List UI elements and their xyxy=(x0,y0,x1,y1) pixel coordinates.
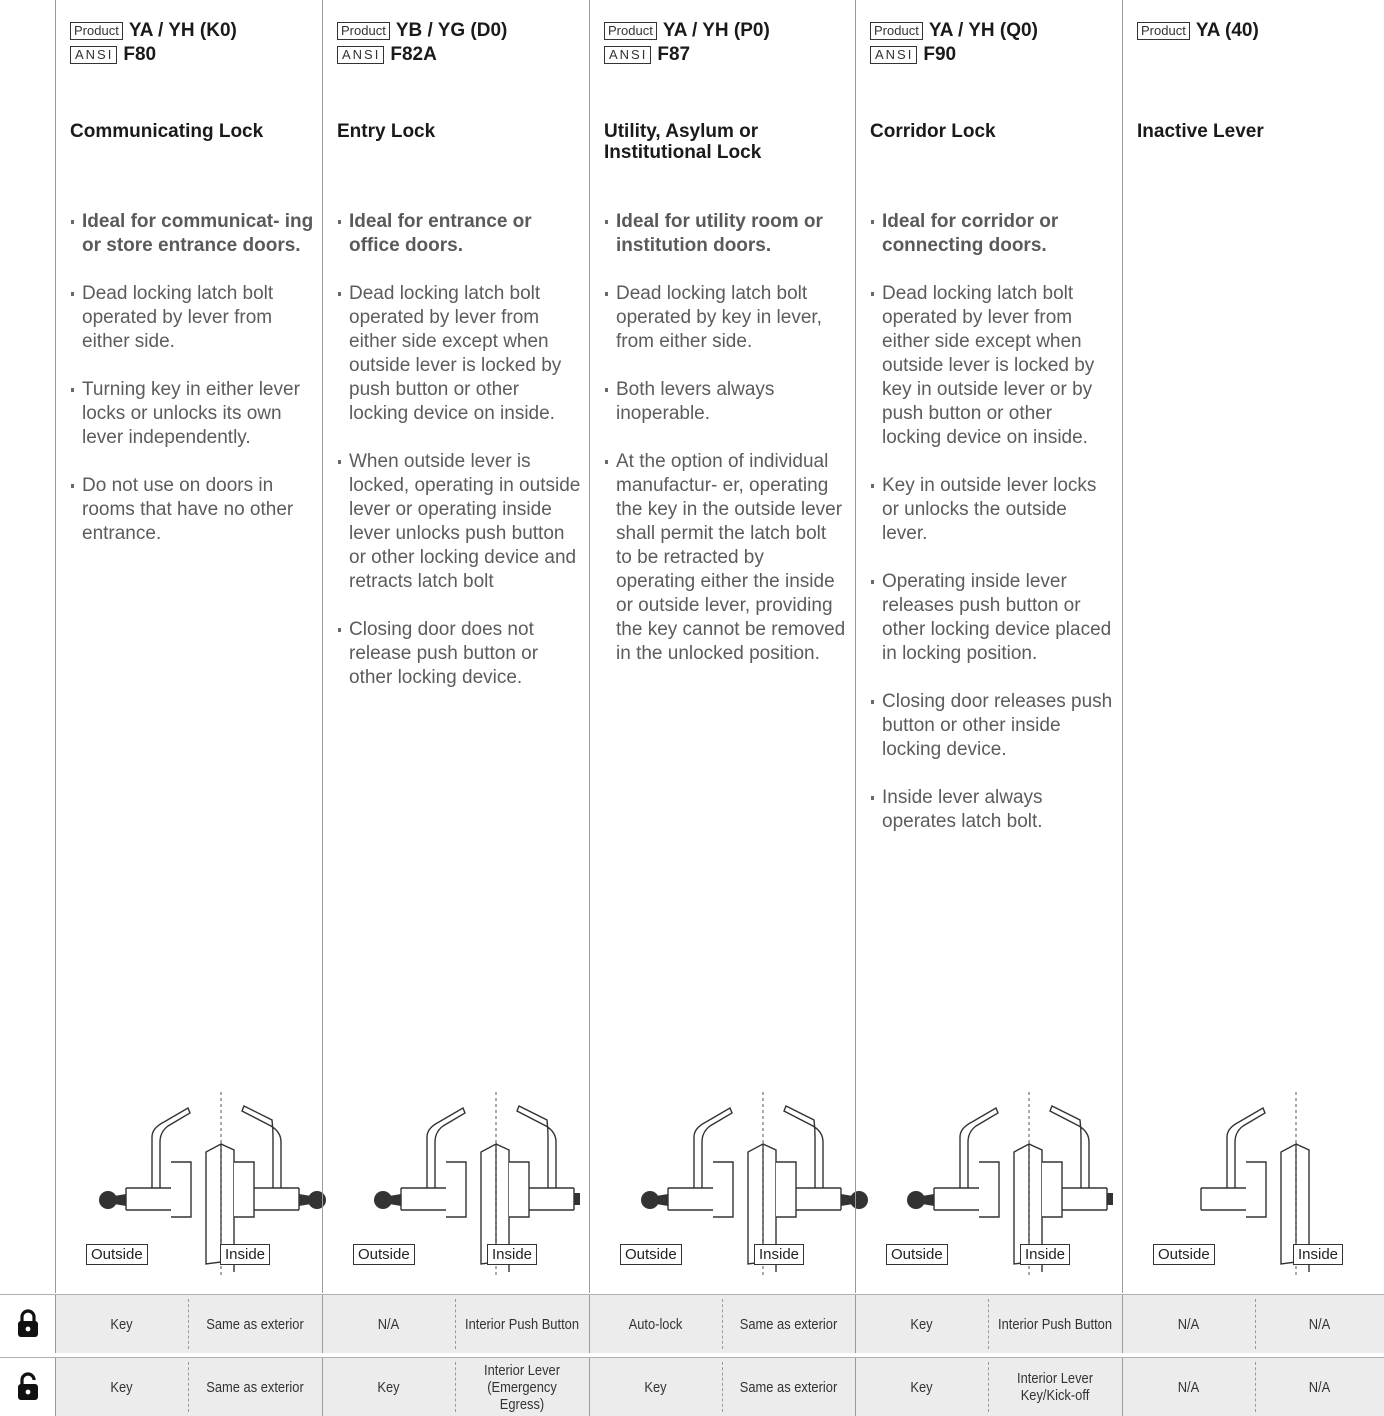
column-divider xyxy=(589,1358,590,1416)
product-tag: Product xyxy=(870,22,923,40)
ansi-code: F87 xyxy=(657,44,691,65)
feature-item: Dead locking latch bolt operated by lever from either side. xyxy=(70,282,314,354)
feature-highlight: Ideal for entrance or office doors. xyxy=(337,210,581,258)
product-line xyxy=(870,19,1114,43)
status-cell-interior: Same as exterior xyxy=(739,1378,838,1396)
ansi-code: F90 xyxy=(923,44,957,65)
lock-column xyxy=(855,0,1122,1293)
feature-list xyxy=(337,210,581,714)
column-divider xyxy=(589,1295,590,1353)
feature-item: Both levers always inoperable. xyxy=(604,378,847,426)
status-cell-exterior: Key xyxy=(910,1315,933,1333)
ansi-tag: ANSI xyxy=(337,46,384,64)
outside-label: Outside xyxy=(1153,1244,1215,1265)
product-code: YA (40) xyxy=(1195,20,1259,41)
feature-item: When outside lever is locked, operating in outside lever or operating inside lever unlocks push button or other locking device and retracts latch bolt xyxy=(337,450,581,594)
column-divider xyxy=(322,1358,323,1416)
product-tag: Product xyxy=(70,22,123,40)
feature-item: Inside lever always operates latch bolt. xyxy=(870,786,1114,834)
status-cell-interior: N/A xyxy=(1308,1378,1331,1396)
inside-label: Inside xyxy=(1020,1244,1070,1265)
product-line xyxy=(70,19,314,43)
inside-label: Inside xyxy=(487,1244,537,1265)
locked-status-row xyxy=(0,1294,1384,1353)
cell-divider xyxy=(722,1362,723,1412)
ansi-code: F82A xyxy=(390,44,437,65)
lock-column xyxy=(1122,0,1384,1293)
column-content xyxy=(604,0,847,664)
cell-divider xyxy=(722,1299,723,1349)
feature-list xyxy=(870,210,1114,858)
product-tag: Product xyxy=(337,22,390,40)
lock-function-title: Corridor Lock xyxy=(870,121,996,142)
status-cell-exterior: N/A xyxy=(1177,1315,1200,1333)
ansi-line xyxy=(604,43,847,67)
feature-highlight: Ideal for corridor or connecting doors. xyxy=(870,210,1114,258)
column-content xyxy=(1137,0,1376,142)
feature-item: Closing door does not release push button or other locking device. xyxy=(337,618,581,690)
status-cell-interior: Interior Push Button xyxy=(997,1315,1113,1333)
lock-column xyxy=(322,0,589,1293)
ansi-tag: ANSI xyxy=(604,46,651,64)
column-divider xyxy=(855,1358,856,1416)
status-cell-exterior: Key xyxy=(644,1378,667,1396)
lock-column xyxy=(589,0,855,1293)
status-cell-exterior: Key xyxy=(110,1315,133,1333)
feature-highlight: Ideal for communicat- ing or store entrance doors. xyxy=(70,210,314,258)
padlock-open-icon xyxy=(17,1372,39,1402)
ansi-code: F80 xyxy=(123,44,157,65)
feature-item: Operating inside lever releases push button or other locking device placed in locking position. xyxy=(870,570,1114,666)
column-divider xyxy=(1122,1295,1123,1353)
lock-column xyxy=(55,0,322,1293)
ansi-tag: ANSI xyxy=(70,46,117,64)
status-cell-exterior: Key xyxy=(377,1378,400,1396)
status-cell-interior: Same as exterior xyxy=(206,1378,304,1396)
product-code: YA / YH (P0) xyxy=(662,20,770,41)
cell-divider xyxy=(188,1362,189,1412)
ansi-line xyxy=(337,43,581,67)
status-cell-exterior: Key xyxy=(110,1378,133,1396)
status-cell-interior: Interior Push Button xyxy=(464,1315,580,1333)
column-content xyxy=(337,0,581,688)
product-code: YA / YH (Q0) xyxy=(928,20,1038,41)
status-cell-exterior: N/A xyxy=(377,1315,400,1333)
column-divider xyxy=(855,1295,856,1353)
status-cell-interior: N/A xyxy=(1308,1315,1331,1333)
feature-item: Dead locking latch bolt operated by key in lever, from either side. xyxy=(604,282,847,354)
product-code: YB / YG (D0) xyxy=(395,20,508,41)
feature-list xyxy=(70,210,314,570)
inside-label: Inside xyxy=(1293,1244,1343,1265)
feature-item: At the option of individual manufactur- er, operating the key in the outside lever shall permit the latch bolt to be retracted by operating either the inside or outside lever, providing the key cannot be removed in the unlocked position. xyxy=(604,450,847,666)
unlocked-status-row xyxy=(0,1357,1384,1416)
cell-divider xyxy=(1255,1362,1256,1412)
feature-item: Turning key in either lever locks or unlocks its own lever independently. xyxy=(70,378,314,450)
product-code: YA / YH (K0) xyxy=(128,20,237,41)
cell-divider xyxy=(455,1362,456,1412)
ansi-line xyxy=(70,43,314,67)
padlock-closed-icon xyxy=(17,1309,39,1339)
cell-divider xyxy=(988,1362,989,1412)
inside-label: Inside xyxy=(754,1244,804,1265)
status-cell-exterior: Auto-lock xyxy=(628,1315,683,1333)
feature-item: Dead locking latch bolt operated by lever from either side except when outside lever is locked by key in outside lever or by push button or other locking device on inside. xyxy=(870,282,1114,450)
inside-label: Inside xyxy=(220,1244,270,1265)
ansi-line xyxy=(870,43,1114,67)
outside-label: Outside xyxy=(86,1244,148,1265)
feature-item: Closing door releases push button or other inside locking device. xyxy=(870,690,1114,762)
product-tag: Product xyxy=(1137,22,1190,40)
ansi-tag: ANSI xyxy=(870,46,917,64)
status-cell-exterior: N/A xyxy=(1177,1378,1200,1396)
product-tag: Product xyxy=(604,22,657,40)
outside-label: Outside xyxy=(886,1244,948,1265)
lock-function-title: Entry Lock xyxy=(337,121,436,142)
feature-highlight: Ideal for utility room or institution doors. xyxy=(604,210,847,258)
outside-label: Outside xyxy=(620,1244,682,1265)
product-line xyxy=(337,19,581,43)
status-cell-interior: Same as exterior xyxy=(739,1315,838,1333)
feature-item: Do not use on doors in rooms that have no other entrance. xyxy=(70,474,314,546)
product-line xyxy=(604,19,847,43)
feature-list xyxy=(604,210,847,690)
status-cell-interior: Same as exterior xyxy=(206,1315,304,1333)
cell-divider xyxy=(188,1299,189,1349)
status-cell-exterior: Key xyxy=(910,1378,933,1396)
status-cell-interior: Interior Lever Key/Kick-off xyxy=(1016,1370,1094,1404)
cell-divider xyxy=(1255,1299,1256,1349)
status-cell-interior: Interior Lever (Emergency Egress) xyxy=(483,1361,561,1413)
feature-item: Key in outside lever locks or unlocks the outside lever. xyxy=(870,474,1114,546)
outside-label: Outside xyxy=(353,1244,415,1265)
product-line xyxy=(1137,19,1376,43)
column-content xyxy=(870,0,1114,832)
cell-divider xyxy=(988,1299,989,1349)
column-divider xyxy=(1122,1358,1123,1416)
lock-function-title: Communicating Lock xyxy=(70,121,264,142)
lock-function-title: Utility, Asylum or Institutional Lock xyxy=(604,121,762,163)
column-content xyxy=(70,0,314,544)
column-divider xyxy=(322,1295,323,1353)
lock-function-title: Inactive Lever xyxy=(1137,121,1264,142)
feature-item: Dead locking latch bolt operated by lever from either side except when outside lever is locked by push button or other locking device on inside. xyxy=(337,282,581,426)
cell-divider xyxy=(455,1299,456,1349)
